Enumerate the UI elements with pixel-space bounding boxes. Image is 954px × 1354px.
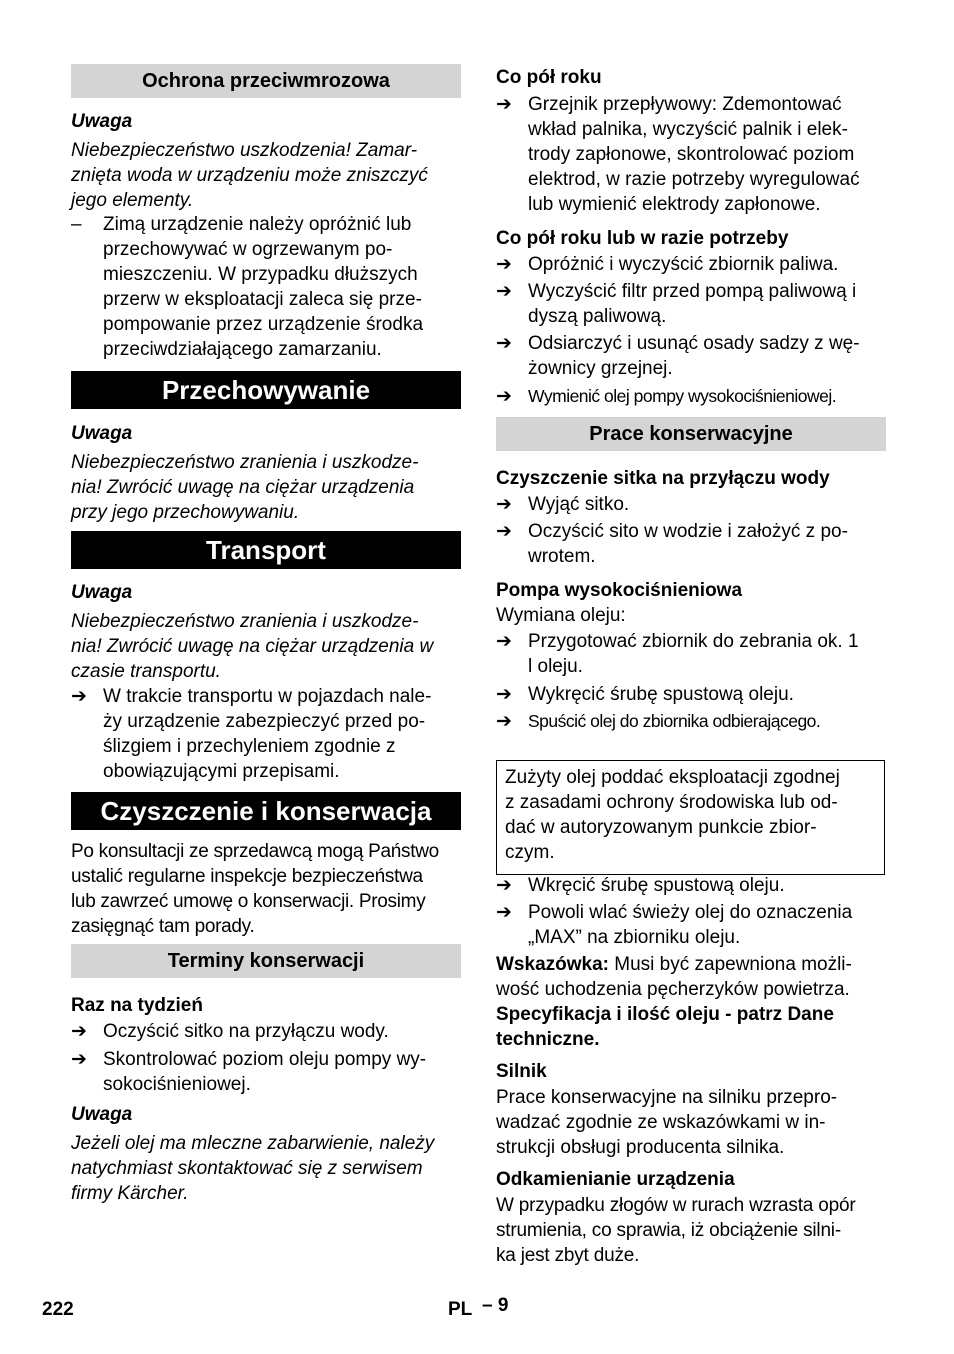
section-bar-transport: Transport (71, 531, 461, 569)
arrow-item-text: Wykręcić śrubę spustową oleju. (528, 684, 794, 705)
hint-paragraph: Wskazówka: Musi być zapewniona możli- wość uchodzenia pęcherzyków powietrza. (496, 954, 852, 1000)
arrow-item-text: Opróżnić i wyczyścić zbiornik paliwa. (528, 254, 839, 275)
arrow-list-item (496, 519, 896, 569)
note-label: Uwaga (71, 1104, 133, 1125)
arrow-list-item (496, 92, 896, 217)
arrow-item-text: Wyczyścić filtr przed pompą paliwową i dyszą paliwową. (528, 281, 857, 327)
arrow-item-text: Skontrolować poziom oleju pompy wy- sokociśnieniowej. (103, 1049, 427, 1095)
arrow-icon: ➔ (496, 281, 512, 302)
arrow-list-item (496, 331, 896, 381)
engine-heading: Silnik (496, 1061, 547, 1082)
arrow-icon: ➔ (496, 254, 512, 275)
note-label: Uwaga (71, 423, 133, 444)
arrow-item-text: Przygotować zbiornik do zebrania ok. 1 l oleju. (528, 631, 859, 677)
dash-item-text: Zimą urządzenie należy opróżnić lub przechowywać w ogrzewanym po- mieszczeniu. W przypadku dłuższych przerw w eksploatacji zaleca się prze- pompowanie przez urządzenie środka przeciwdziałającego zamarzaniu. (103, 214, 424, 360)
page-suffix: – 9 (482, 1295, 509, 1316)
arrow-item-text: Oczyścić sito w wodzie i założyć z po- wrotem. (528, 521, 848, 567)
arrow-list-item (496, 252, 896, 277)
arrow-icon: ➔ (71, 686, 87, 707)
arrow-icon: ➔ (496, 631, 512, 652)
arrow-list-item (496, 384, 896, 409)
arrow-list-item (496, 492, 896, 517)
environment-note-box: Zużyty olej poddać eksploatacji zgodnej z zasadami ochrony środowiska lub od- dać w autoryzowanym punkcie zbior- czym. (496, 760, 885, 875)
arrow-icon: ➔ (496, 684, 512, 705)
arrow-icon: ➔ (496, 711, 512, 732)
arrow-item-text: Grzejnik przepływowy: Zdemontować wkład palnika, wyczyścić palnik i elek- trody zapłonowe, skontrolować poziom elektrod, w razie potrzeby wyregulować lub wymienić elektrody zapłonowe. (528, 94, 860, 215)
half-year-heading: Co pół roku (496, 67, 602, 88)
arrow-item-text: W trakcie transportu w pojazdach nale- ży urządzenie zabezpieczyć przed po- ślizgiem i przechyleniem zgodnie z obowiązującymi przepisami. (103, 686, 432, 782)
note-label: Uwaga (71, 582, 133, 603)
arrow-icon: ➔ (71, 1021, 87, 1042)
section-bar-storage: Przechowywanie (71, 371, 461, 409)
arrow-item-text: Wyjąć sitko. (528, 494, 630, 515)
arrow-list-item (496, 682, 896, 707)
arrow-item-text: Odsiarczyć i usunąć osady sadzy z wę- żownicy grzejnej. (528, 333, 860, 379)
arrow-icon: ➔ (496, 875, 512, 896)
note-text: Jeżeli olej ma mleczne zabarwienie, należy natychmiast skontaktować się z serwisem firmy Kärcher. (71, 1133, 435, 1204)
note-label: Uwaga (71, 111, 133, 132)
arrow-icon: ➔ (496, 521, 512, 542)
arrow-list-item (496, 629, 896, 679)
page-number: 222 (42, 1299, 74, 1320)
arrow-icon: ➔ (71, 1049, 87, 1070)
engine-paragraph: Prace konserwacyjne na silniku przepro- wadzać zgodnie ze wskazówkami w in- strukcji obsługi producenta silnika. (496, 1087, 838, 1158)
hint-label: Wskazówka: (496, 954, 609, 975)
note-text: Niebezpieczeństwo uszkodzenia! Zamar- znięta woda w urządzeniu może zniszczyć jego elementy. (71, 140, 428, 211)
arrow-icon: ➔ (496, 386, 512, 407)
hint-text: Musi być zapewniona możli- (608, 954, 852, 975)
arrow-list-item (496, 279, 896, 329)
cleaning-paragraph: Po konsultacji ze sprzedawcą mogą Państwo ustalić regularne inspekcje bezpieczeństwa lub zawrzeć umowę o konserwacji. Prosimy zasięgnąć tam porady. (71, 841, 439, 937)
arrow-item-text: Spuścić olej do zbiornika odbierającego. (528, 711, 821, 731)
arrow-icon: ➔ (496, 333, 512, 354)
arrow-icon: ➔ (496, 902, 512, 923)
arrow-item-text: Wymienić olej pompy wysokociśnieniowej. (528, 386, 837, 406)
weekly-heading: Raz na tydzień (71, 995, 203, 1016)
arrow-icon: ➔ (496, 494, 512, 515)
note-text: Niebezpieczeństwo zranienia i uszkodze- nia! Zwrócić uwagę na ciężar urządzenia przy jego przechowywaniu. (71, 452, 419, 523)
arrow-item-text: Wkręcić śrubę spustową oleju. (528, 875, 785, 896)
sieve-cleaning-heading: Czyszczenie sitka na przyłączu wody (496, 468, 830, 489)
arrow-list-item (496, 900, 896, 950)
pump-heading: Pompa wysokociśnieniowa (496, 580, 743, 601)
section-bar-frost-protection: Ochrona przeciwmrozowa (71, 64, 461, 98)
arrow-item-text: Oczyścić sitko na przyłączu wody. (103, 1021, 389, 1042)
half-year-or-need-heading: Co pół roku lub w razie potrzeby (496, 228, 789, 249)
section-bar-maintenance-work: Prace konserwacyjne (496, 417, 886, 451)
arrow-list-item (71, 1047, 471, 1097)
arrow-list-item (496, 873, 896, 898)
descaling-heading: Odkamienianie urządzenia (496, 1169, 735, 1190)
oil-spec-note: Specyfikacja i ilość oleju - patrz Dane techniczne. (496, 1004, 834, 1050)
arrow-icon: ➔ (496, 94, 512, 115)
dash-list-item (71, 212, 471, 372)
section-bar-cleaning: Czyszczenie i konserwacja (71, 792, 461, 830)
language-code: PL (448, 1299, 473, 1320)
dash-marker: – (71, 214, 82, 235)
arrow-list-item (71, 1019, 471, 1044)
descaling-paragraph: W przypadku złogów w rurach wzrasta opór strumienia, co sprawia, iż obciążenie silni- ka jest zbyt duże. (496, 1195, 856, 1266)
arrow-item-text: Powoli wlać świeży olej do oznaczenia „MAX” na zbiorniku oleju. (528, 902, 853, 948)
oil-change-label: Wymiana oleju: (496, 605, 626, 626)
note-text: Niebezpieczeństwo zranienia i uszkodze- nia! Zwrócić uwagę na ciężar urządzenia w czasie transportu. (71, 611, 434, 682)
arrow-list-item (71, 684, 471, 784)
section-bar-maintenance-terms: Terminy konserwacji (71, 944, 461, 978)
arrow-list-item (496, 709, 896, 734)
